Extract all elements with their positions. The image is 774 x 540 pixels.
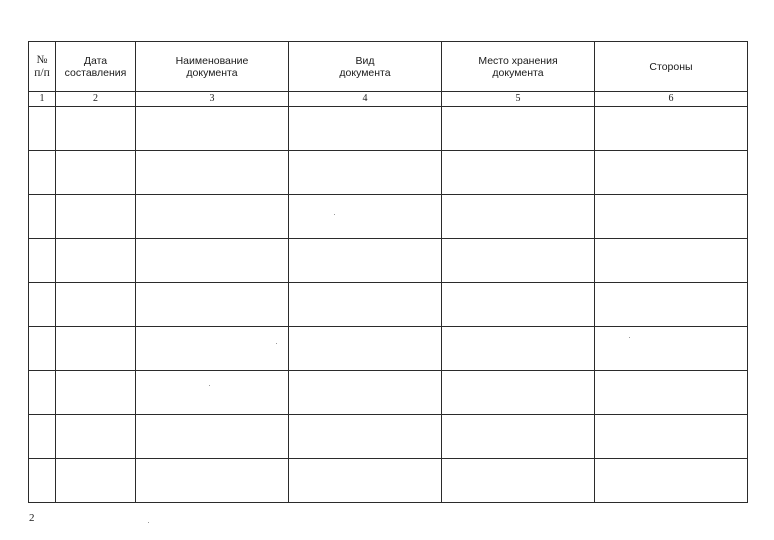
column-number: 6	[595, 92, 748, 107]
table-row	[29, 195, 748, 239]
table-cell[interactable]	[136, 151, 289, 195]
table-cell[interactable]	[136, 107, 289, 151]
table-row	[29, 107, 748, 151]
table-cell[interactable]	[289, 283, 442, 327]
header-parties-label: Стороны	[649, 60, 693, 73]
table-cell[interactable]	[29, 327, 56, 371]
header-cell-document-type	[289, 42, 442, 92]
table-cell[interactable]	[442, 239, 595, 283]
header-number-label: № п/п	[34, 53, 50, 79]
table-row	[29, 239, 748, 283]
table-cell[interactable]	[289, 371, 442, 415]
table-cell[interactable]	[136, 415, 289, 459]
table-cell[interactable]	[289, 195, 442, 239]
table-cell[interactable]	[136, 283, 289, 327]
table-cell[interactable]	[56, 107, 136, 151]
table-cell[interactable]	[56, 371, 136, 415]
table-row	[29, 327, 748, 371]
header-date-label: Дата составления	[64, 54, 127, 79]
header-cell-storage-place	[442, 42, 595, 92]
header-cell-date	[56, 42, 136, 92]
table-cell[interactable]	[289, 151, 442, 195]
table-row	[29, 415, 748, 459]
table-cell[interactable]	[136, 239, 289, 283]
table-cell[interactable]	[29, 459, 56, 503]
table-body	[29, 107, 748, 503]
table-cell[interactable]	[56, 239, 136, 283]
column-number: 2	[56, 92, 136, 107]
table-cell[interactable]	[442, 459, 595, 503]
table-cell[interactable]	[29, 239, 56, 283]
header-cell-number	[29, 42, 56, 92]
table-cell[interactable]	[29, 283, 56, 327]
table-cell[interactable]	[595, 327, 748, 371]
table-cell[interactable]	[595, 459, 748, 503]
table-cell[interactable]	[442, 371, 595, 415]
scan-speck	[334, 214, 335, 215]
table-cell[interactable]	[29, 107, 56, 151]
table-cell[interactable]	[29, 371, 56, 415]
table-row	[29, 283, 748, 327]
table-cell[interactable]	[595, 107, 748, 151]
table-cell[interactable]	[56, 283, 136, 327]
table-cell[interactable]	[442, 327, 595, 371]
column-number: 4	[289, 92, 442, 107]
header-cell-document-name	[136, 42, 289, 92]
table-cell[interactable]	[29, 195, 56, 239]
table-cell[interactable]	[56, 195, 136, 239]
table-row	[29, 459, 748, 503]
table-cell[interactable]	[289, 327, 442, 371]
header-document-name-label: Наименование документа	[175, 54, 249, 79]
table-cell[interactable]	[442, 151, 595, 195]
column-number-row	[29, 92, 748, 107]
scan-speck	[209, 385, 210, 386]
table-cell[interactable]	[56, 415, 136, 459]
table-cell[interactable]	[56, 327, 136, 371]
table-cell[interactable]	[595, 195, 748, 239]
table-cell[interactable]	[29, 415, 56, 459]
column-number: 3	[136, 92, 289, 107]
table-cell[interactable]	[136, 195, 289, 239]
table-row	[29, 151, 748, 195]
table-cell[interactable]	[595, 239, 748, 283]
header-cell-parties	[595, 42, 748, 92]
table-cell[interactable]	[136, 371, 289, 415]
table-cell[interactable]	[29, 151, 56, 195]
header-document-type-label: Вид документа	[339, 54, 391, 79]
table-cell[interactable]	[289, 415, 442, 459]
table-cell[interactable]	[289, 459, 442, 503]
table-cell[interactable]	[595, 371, 748, 415]
table-cell[interactable]	[56, 151, 136, 195]
column-number: 1	[29, 92, 56, 107]
table-cell[interactable]	[136, 327, 289, 371]
scan-speck	[276, 343, 277, 344]
table-cell[interactable]	[595, 415, 748, 459]
document-register-table	[28, 41, 748, 503]
table-cell[interactable]	[442, 107, 595, 151]
table-cell[interactable]	[136, 459, 289, 503]
table-cell[interactable]	[289, 107, 442, 151]
table-cell[interactable]	[595, 151, 748, 195]
scan-speck	[629, 337, 630, 338]
table-row	[29, 371, 748, 415]
header-storage-place-label: Место хранения документа	[478, 54, 558, 79]
page-number: 2	[29, 512, 35, 524]
table-cell[interactable]	[442, 283, 595, 327]
table-cell[interactable]	[442, 415, 595, 459]
header-row	[29, 42, 748, 92]
table-cell[interactable]	[442, 195, 595, 239]
table-cell[interactable]	[595, 283, 748, 327]
column-number: 5	[442, 92, 595, 107]
table-cell[interactable]	[56, 459, 136, 503]
table-cell[interactable]	[289, 239, 442, 283]
scan-speck	[148, 522, 149, 523]
